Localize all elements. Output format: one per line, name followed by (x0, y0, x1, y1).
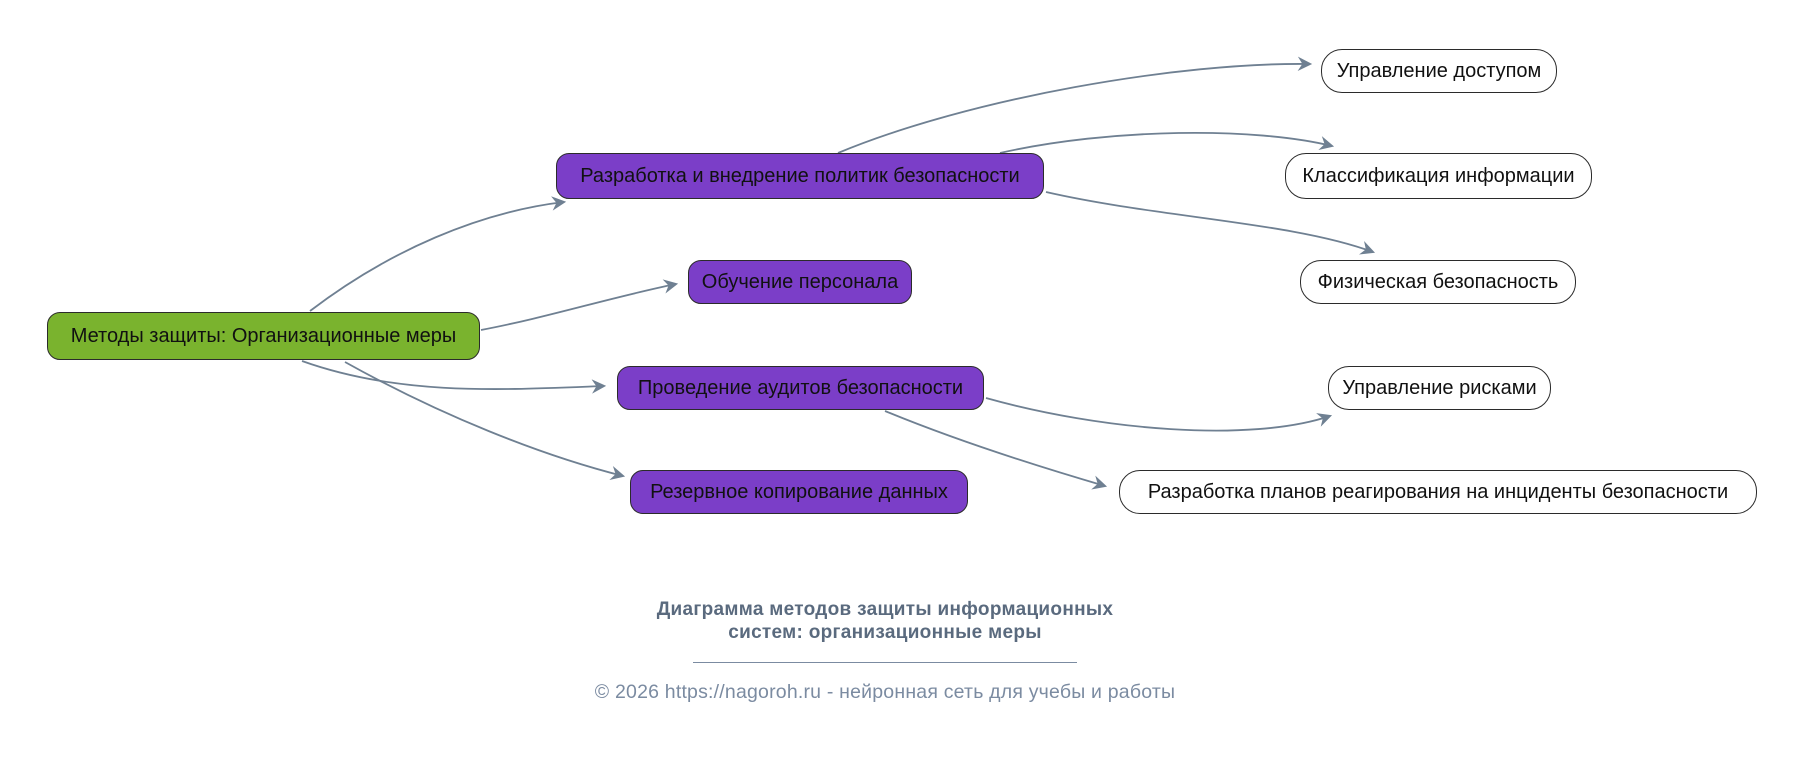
caption-block (505, 598, 1265, 704)
edge-policies-physical (1046, 192, 1373, 252)
node-risk: Управление рисками (1328, 366, 1551, 410)
edge-root-audits (302, 361, 604, 389)
edge-root-backup (345, 362, 623, 476)
edge-root-training (481, 284, 676, 330)
node-root: Методы защиты: Организационные меры (47, 312, 480, 360)
node-classification: Классификация информации (1285, 153, 1592, 199)
caption-title-line1: Диаграмма методов защиты информационных (656, 599, 1114, 620)
edge-audits-risk (986, 398, 1330, 431)
node-training: Обучение персонала (688, 260, 912, 304)
caption-title-line2: систем: организационные меры (728, 622, 1042, 643)
node-incident: Разработка планов реагирования на инциденты безопасности (1119, 470, 1757, 514)
caption-title (505, 598, 1265, 644)
node-backup: Резервное копирование данных (630, 470, 968, 514)
edge-policies-classification (1000, 133, 1332, 153)
caption-copyright: © 2026 https://nagoroh.ru - нейронная сеть для учебы и работы (594, 681, 1176, 703)
edge-root-policies (310, 202, 564, 311)
node-audits: Проведение аудитов безопасности (617, 366, 984, 410)
node-access: Управление доступом (1321, 49, 1557, 93)
node-policies: Разработка и внедрение политик безопасности (556, 153, 1044, 199)
node-physical: Физическая безопасность (1300, 260, 1576, 304)
caption-divider (693, 662, 1077, 663)
